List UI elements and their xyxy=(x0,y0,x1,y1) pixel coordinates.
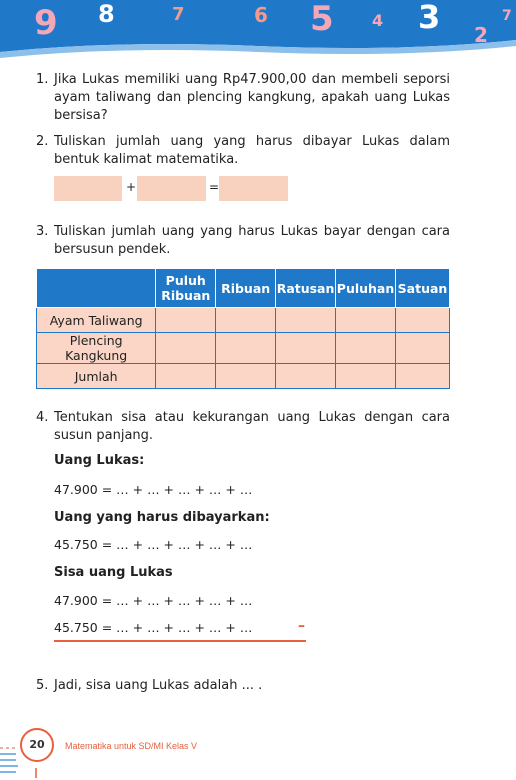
question-text: Jika Lukas memiliki uang Rp47.900,00 dan membeli seporsi ayam taliwang dan plencing kangkung, apakah uang Lukas bersisa? xyxy=(54,72,450,123)
banner-digit: 8 xyxy=(98,0,115,28)
table-cell[interactable] xyxy=(156,333,216,364)
banner-digit: 6 xyxy=(254,3,268,27)
label-uang-lukas: Uang Lukas: xyxy=(54,453,145,468)
question-number: 5. xyxy=(36,678,49,693)
banner-digit: 7 xyxy=(502,8,512,24)
answer-box-1[interactable] xyxy=(54,176,122,201)
question-number: 1. xyxy=(36,72,49,87)
question-5 xyxy=(36,677,450,695)
table-header-blank xyxy=(37,269,156,308)
table-cell[interactable] xyxy=(336,333,396,364)
row-label: Plencing Kangkung xyxy=(37,333,156,364)
row-label: Jumlah xyxy=(37,364,156,389)
question-number: 2. xyxy=(36,134,49,149)
table-header: Satuan xyxy=(396,269,450,308)
table-cell[interactable] xyxy=(216,364,276,389)
banner-digit: 2 xyxy=(474,23,488,47)
question-text: Tentukan sisa atau kekurangan uang Lukas dengan cara susun panjang. xyxy=(54,410,450,443)
answer-box-3[interactable] xyxy=(219,176,288,201)
banner-digit: 7 xyxy=(172,4,185,25)
equals-sign: = xyxy=(209,180,220,194)
table-cell[interactable] xyxy=(156,364,216,389)
table-cell[interactable] xyxy=(216,333,276,364)
table-row xyxy=(37,333,450,364)
question-3 xyxy=(36,223,450,259)
banner-digit: 5 xyxy=(310,0,334,39)
table-cell[interactable] xyxy=(336,308,396,333)
table-header: Puluhan xyxy=(336,269,396,308)
book-title: Matematika untuk SD/MI Kelas V xyxy=(65,741,198,751)
minus-sign: – xyxy=(298,618,305,634)
table-cell[interactable] xyxy=(396,364,450,389)
table-cell[interactable] xyxy=(216,308,276,333)
table-cell[interactable] xyxy=(276,308,336,333)
subtraction-line xyxy=(54,640,306,642)
question-4 xyxy=(36,409,450,445)
table-row xyxy=(37,364,450,389)
banner-digit: 3 xyxy=(418,0,441,36)
page-number: 20 xyxy=(20,728,54,762)
row-label: Ayam Taliwang xyxy=(37,308,156,333)
table-row xyxy=(37,308,450,333)
label-payment: Uang yang harus dibayarkan: xyxy=(54,510,270,525)
equation-money: 47.900 = … + … + … + … + … xyxy=(54,482,253,497)
question-1 xyxy=(36,71,450,125)
table-cell[interactable] xyxy=(396,308,450,333)
plus-sign: + xyxy=(126,180,137,194)
banner-digit: 4 xyxy=(372,11,384,30)
equation-payment: 45.750 = … + … + … + … + … xyxy=(54,537,253,552)
table-header: Puluh Ribuan xyxy=(156,269,216,308)
question-text: Tuliskan jumlah uang yang harus dibayar Lukas dalam bentuk kalimat matematika. xyxy=(54,134,450,167)
question-number: 4. xyxy=(36,410,49,425)
header-banner xyxy=(0,0,516,60)
banner-digit: 9 xyxy=(34,3,58,43)
table-header: Ratusan xyxy=(276,269,336,308)
table-cell[interactable] xyxy=(336,364,396,389)
table-cell[interactable] xyxy=(396,333,450,364)
place-value-table xyxy=(36,268,450,389)
question-text: Jadi, sisa uang Lukas adalah ... . xyxy=(54,678,263,693)
equation-remaining-1: 47.900 = … + … + … + … + … xyxy=(54,593,253,608)
question-2 xyxy=(36,133,450,169)
table-cell[interactable] xyxy=(276,333,336,364)
question-text: Tuliskan jumlah uang yang harus Lukas bayar dengan cara bersusun pendek. xyxy=(54,224,450,257)
table-cell[interactable] xyxy=(276,364,336,389)
equation-remaining-2: 45.750 = … + … + … + … + … xyxy=(54,620,253,635)
table-header: Ribuan xyxy=(216,269,276,308)
question-number: 3. xyxy=(36,224,49,239)
answer-box-2[interactable] xyxy=(137,176,206,201)
label-remaining: Sisa uang Lukas xyxy=(54,565,173,580)
table-cell[interactable] xyxy=(156,308,216,333)
